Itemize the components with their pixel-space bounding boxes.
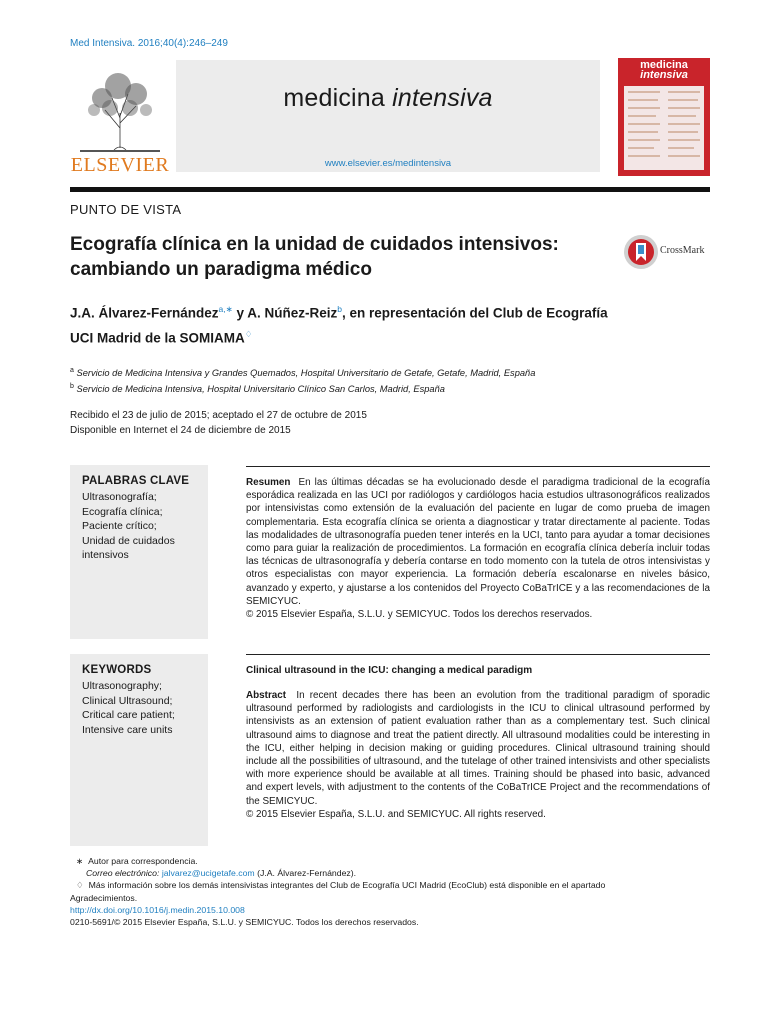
group-info-note: ♢ Más información sobre los demás intensivistas integrantes del Club de Ecografía UCI Madrid (EcoClub) está disponible en el apartado (76, 880, 606, 891)
journal-name: medicina intensiva (283, 84, 493, 112)
cover-text-lines-icon (624, 86, 704, 170)
resumen-copyright: © 2015 Elsevier España, S.L.U. y SEMICYUC. Todos los derechos reservados. (246, 609, 593, 621)
elsevier-logo (70, 58, 170, 176)
author-affiliation-link[interactable]: b (337, 304, 343, 314)
footnotes (70, 855, 710, 928)
resumen-text: En las últimas décadas se ha evolucionado desde el paradigma tradicional de la ecografía esporádica realizada en las UCI por radiólogos y cardiólogos hacia estudios ultrasonográficos realizados por intensivistas como extensión de la evaluación del paciente en lugar de como prueba de imagen complementaria. Esta ecografía clínica se orienta a diagnosticar y tratar directamente al paciente. Todas las modalidades de ultrasonografía pueden tener interés en la UCI, tanto para ayudar a tomar decisiones como para guiar la realización de procedimientos. La formación en ecografía clínica debería incluir todas las técnicas de ultrasonografía y debería contarse en todo momento con la tutela de otros intensivistas y otros especialistas con mayor experiencia. La formación debería escalonarse en niveles básico, avanzado y experto, y ajustarse a los contenidos del Proyecto CoBaTrICE y a las recomendaciones de la SEMICYUC. (246, 477, 710, 607)
keywords-es-box (70, 465, 208, 639)
online-date: Disponible en Internet el 24 de diciembre de 2015 (70, 424, 291, 436)
abstract-text: In recent decades there has been an evolution from the traditional paradigm of sporadic ultrasound performed by radiologists and cardiologists in the ICU to clinical ultrasound performed by intensivists as an extension of patient evaluation rather than as a complementary test. Such clinical ultrasound aims to diagnose and treat the patient directly. All ultrasound modalities could be interesting in the ICU, either helping in decision making or guiding procedures. Clinical ultrasound training should include all the possibilities of ultrasound, and the tutelage of other trained intensivists and other specialists with more experience should be available at all times. Training should be phased into basic, advanced and expert levels, with adjustment to the contents of the CoBaTrICE Project and the recommendations of the SEMICYUC. (246, 690, 710, 807)
received-date: Recibido el 23 de julio de 2015; aceptado el 27 de octubre de 2015 (70, 410, 367, 421)
keyword-item: Critical care patient; (82, 709, 175, 721)
crossmark-label: CrossMark (660, 245, 705, 256)
keyword-item: intensivos (82, 549, 129, 561)
elsevier-wordmark: ELSEVIER (70, 154, 170, 176)
journal-header (70, 58, 600, 176)
keyword-item: Ultrasonography; (82, 680, 162, 692)
cover-contents-panel (624, 86, 704, 170)
author-name: J.A. Álvarez-Fernández (70, 305, 219, 321)
group-info-note-cont: Agradecimientos. (70, 892, 138, 903)
article-title: Ecografía clínica en la unidad de cuidados intensivos: cambiando un paradigma médico (70, 234, 559, 280)
crossmark-badge[interactable] (623, 233, 715, 271)
keywords-en-box (70, 654, 208, 846)
article-dates (70, 409, 367, 438)
author-list: J.A. Álvarez-Fernández$^{a,∗}$ y A. Núñez-Reiz$^b$, en representación del Club de Ecografía UCI Madrid de la SOMIAMA♢ (70, 304, 608, 345)
abstract-top-rule (246, 654, 710, 655)
author-name: y A. Núñez-Reiz (232, 305, 338, 321)
email-note: Correo electrónico: jalvarez@ucigetafe.com (J.A. Álvarez-Fernández). (86, 868, 357, 879)
correspondence-note: ∗ Autor para correspondencia. (76, 856, 198, 866)
resumen-label: Resumen (246, 477, 291, 488)
keyword-item: Ecografía clínica; (82, 505, 163, 518)
journal-title-box (176, 60, 600, 172)
cover-title: medicina intensiva (640, 59, 688, 81)
crossmark-icon (623, 234, 659, 270)
keyword-item: Unidad de cuidados (82, 534, 175, 547)
affiliation-item: $^a$ Servicio de Medicina Intensiva y Grandes Quemados, Hospital Universitario de Getafe, Getafe, Madrid, España (70, 367, 536, 379)
article-type: PUNTO DE VISTA (70, 202, 182, 217)
issn-line: 0210-5691/© 2015 Elsevier España, S.L.U. y SEMICYUC. Todos los derechos reservados. (70, 917, 419, 928)
author-affiliation-link[interactable]: a,∗ (218, 304, 233, 314)
header-rule (70, 187, 710, 192)
group-note-link[interactable]: ♢ (244, 328, 253, 339)
journal-citation[interactable]: Med Intensiva. 2016;40(4):246–249 (70, 38, 228, 49)
journal-url-link[interactable]: www.elsevier.es/medintensiva (324, 158, 452, 169)
keyword-item: Paciente crítico; (82, 520, 157, 532)
keyword-item: Ultrasonografía; (82, 491, 157, 503)
abstract-label: Abstract (246, 690, 287, 701)
abstract-copyright: © 2015 Elsevier España, S.L.U. and SEMICYUC. All rights reserved. (246, 808, 546, 820)
abstract-block (246, 689, 710, 821)
resumen-top-rule (246, 466, 710, 467)
affiliation-item: $^b$ Servicio de Medicina Intensiva, Hospital Universitario Clínico San Carlos, Madrid, España (70, 383, 445, 395)
abstract-english-title: Clinical ultrasound in the ICU: changing a medical paradigm (246, 665, 533, 676)
journal-cover-image (618, 58, 710, 176)
keywords-es-title: PALABRAS CLAVE (82, 475, 190, 487)
keyword-item: Clinical Ultrasound; (82, 694, 173, 707)
affiliations (70, 364, 710, 396)
author-email-link[interactable]: jalvarez@ucigetafe.com (161, 868, 255, 879)
doi-link[interactable]: http://dx.doi.org/10.1016/j.medin.2015.10.008 (70, 904, 245, 915)
keyword-item: Intensive care units (82, 723, 173, 736)
resumen-block (246, 476, 710, 621)
keywords-en-title: KEYWORDS (82, 664, 152, 676)
